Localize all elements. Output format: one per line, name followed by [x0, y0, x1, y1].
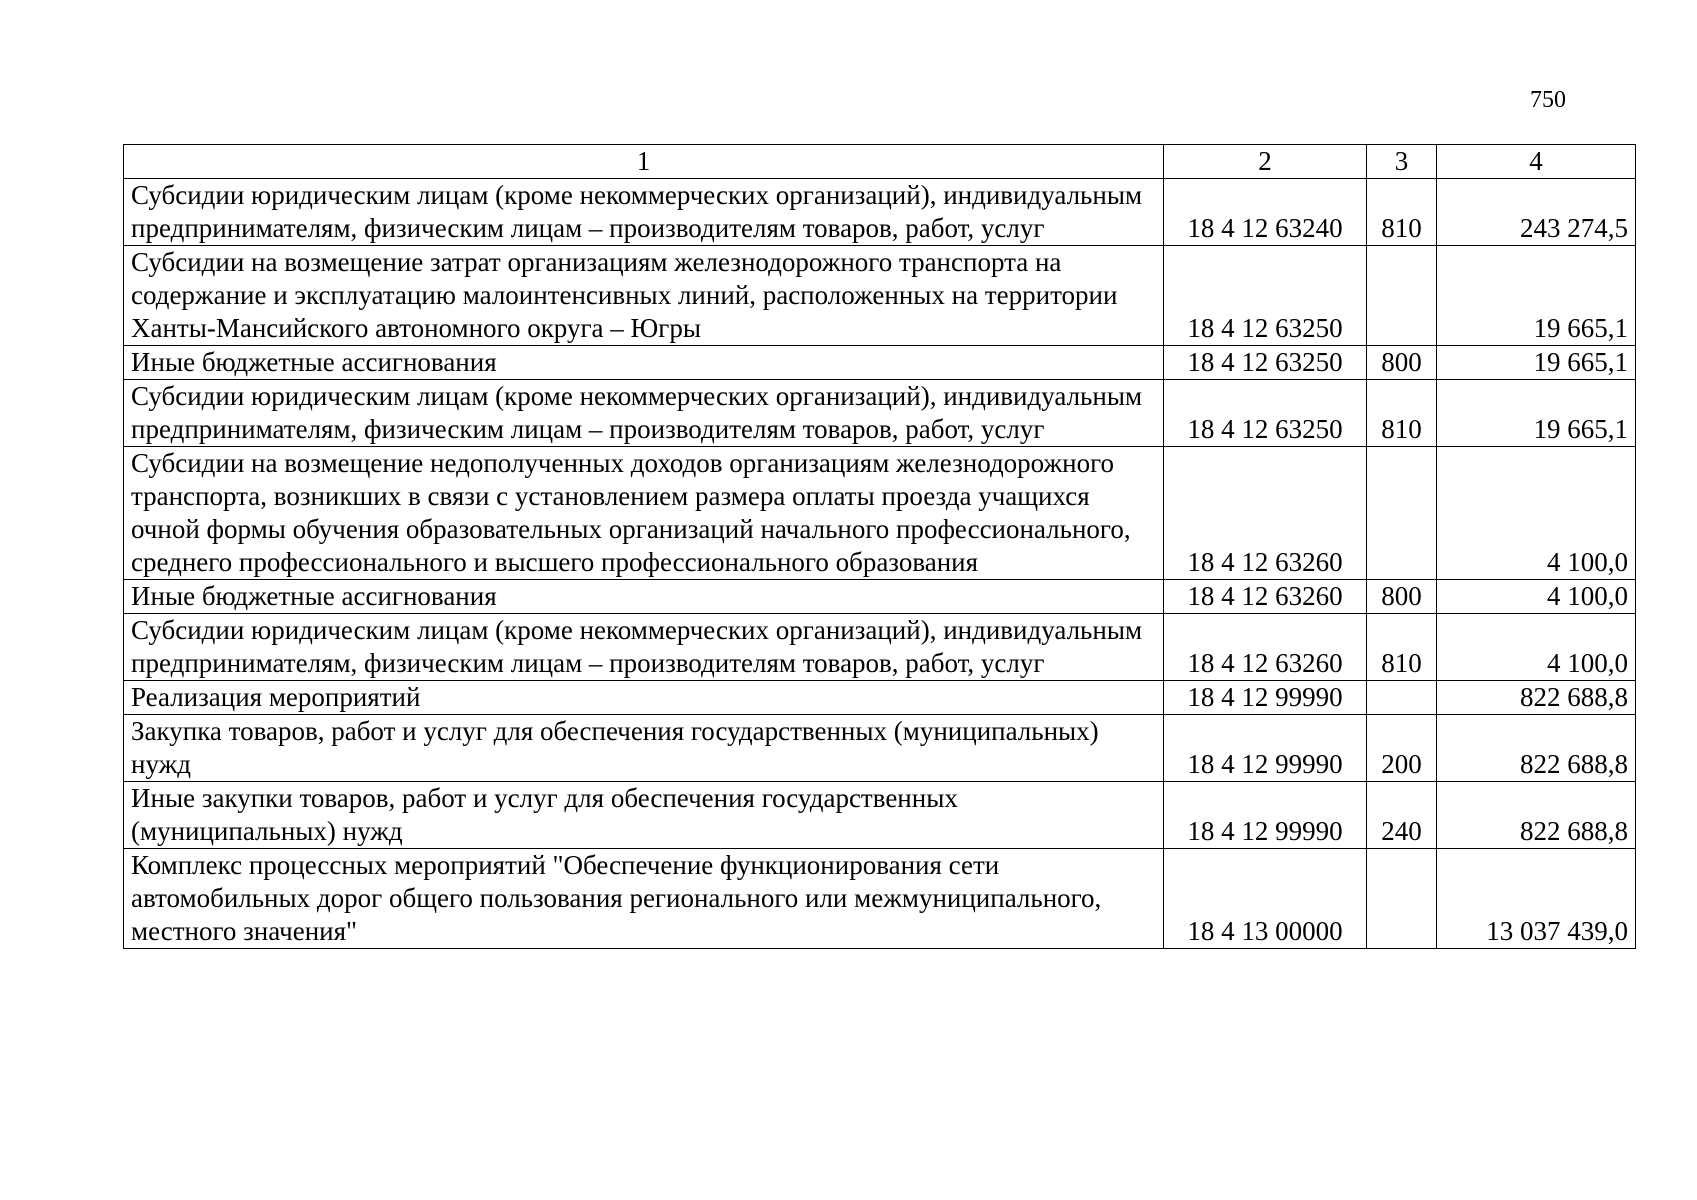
- page-number: 750: [1530, 87, 1566, 113]
- row-amount: 822 688,8: [1437, 681, 1636, 715]
- table-row: [124, 380, 1636, 447]
- header-col-3: 3: [1367, 145, 1437, 179]
- row-name: Иные закупки товаров, работ и услуг для обеспечения государственных (муниципальных) нужд: [124, 782, 1164, 849]
- table-row: [124, 447, 1636, 580]
- header-col-2: 2: [1164, 145, 1367, 179]
- row-code: 18 4 13 00000: [1164, 849, 1367, 949]
- row-code: 18 4 12 63260: [1164, 447, 1367, 580]
- row-amount: 19 665,1: [1437, 346, 1636, 380]
- row-code: 18 4 12 63240: [1164, 179, 1367, 246]
- table-row: [124, 614, 1636, 681]
- row-code: 18 4 12 99990: [1164, 715, 1367, 782]
- table-row: [124, 179, 1636, 246]
- row-type: [1367, 849, 1437, 949]
- row-code: 18 4 12 63260: [1164, 580, 1367, 614]
- table-row: [124, 580, 1636, 614]
- row-name: Субсидии юридическим лицам (кроме некоммерческих организаций), индивидуальным предпринимателям, физическим лицам – производителям товаров, работ, услуг: [124, 614, 1164, 681]
- row-type: 800: [1367, 580, 1437, 614]
- header-col-1: 1: [124, 145, 1164, 179]
- row-code: 18 4 12 63260: [1164, 614, 1367, 681]
- row-amount: 19 665,1: [1437, 246, 1636, 346]
- row-name: Субсидии на возмещение затрат организациям железнодорожного транспорта на содержание и эксплуатацию малоинтенсивных линий, расположенных на территории Ханты-Мансийского автономного округа – Югры: [124, 246, 1164, 346]
- row-name: Субсидии юридическим лицам (кроме некоммерческих организаций), индивидуальным предпринимателям, физическим лицам – производителям товаров, работ, услуг: [124, 380, 1164, 447]
- table-row: [124, 346, 1636, 380]
- row-code: 18 4 12 99990: [1164, 782, 1367, 849]
- row-code: 18 4 12 63250: [1164, 246, 1367, 346]
- table-row: [124, 849, 1636, 949]
- row-amount: 822 688,8: [1437, 782, 1636, 849]
- row-name: Комплекс процессных мероприятий "Обеспечение функционирования сети автомобильных дорог общего пользования регионального или межмуниципального, местного значения": [124, 849, 1164, 949]
- row-amount: 243 274,5: [1437, 179, 1636, 246]
- table-row: [124, 681, 1636, 715]
- row-type: [1367, 246, 1437, 346]
- row-amount: 822 688,8: [1437, 715, 1636, 782]
- table-row: [124, 782, 1636, 849]
- row-name: Иные бюджетные ассигнования: [124, 346, 1164, 380]
- row-type: [1367, 447, 1437, 580]
- budget-table: [123, 144, 1636, 949]
- row-name: Субсидии юридическим лицам (кроме некоммерческих организаций), индивидуальным предпринимателям, физическим лицам – производителям товаров, работ, услуг: [124, 179, 1164, 246]
- row-type: [1367, 681, 1437, 715]
- row-amount: 4 100,0: [1437, 447, 1636, 580]
- row-code: 18 4 12 63250: [1164, 380, 1367, 447]
- row-amount: 4 100,0: [1437, 580, 1636, 614]
- row-amount: 19 665,1: [1437, 380, 1636, 447]
- row-name: Иные бюджетные ассигнования: [124, 580, 1164, 614]
- header-col-4: 4: [1437, 145, 1636, 179]
- row-type: 200: [1367, 715, 1437, 782]
- row-name: Реализация мероприятий: [124, 681, 1164, 715]
- row-type: 810: [1367, 380, 1437, 447]
- table-row: [124, 715, 1636, 782]
- row-type: 810: [1367, 614, 1437, 681]
- row-type: 240: [1367, 782, 1437, 849]
- row-amount: 4 100,0: [1437, 614, 1636, 681]
- row-name: Субсидии на возмещение недополученных доходов организациям железнодорожного транспорта, возникших в связи с установлением размера оплаты проезда учащихся очной формы обучения образовательных организаций начального профессионального, среднего профессионального и высшего профессионального образования: [124, 447, 1164, 580]
- table-row: [124, 246, 1636, 346]
- row-name: Закупка товаров, работ и услуг для обеспечения государственных (муниципальных) нужд: [124, 715, 1164, 782]
- row-amount: 13 037 439,0: [1437, 849, 1636, 949]
- row-type: 800: [1367, 346, 1437, 380]
- table-header-row: [124, 145, 1636, 179]
- row-type: 810: [1367, 179, 1437, 246]
- row-code: 18 4 12 63250: [1164, 346, 1367, 380]
- row-code: 18 4 12 99990: [1164, 681, 1367, 715]
